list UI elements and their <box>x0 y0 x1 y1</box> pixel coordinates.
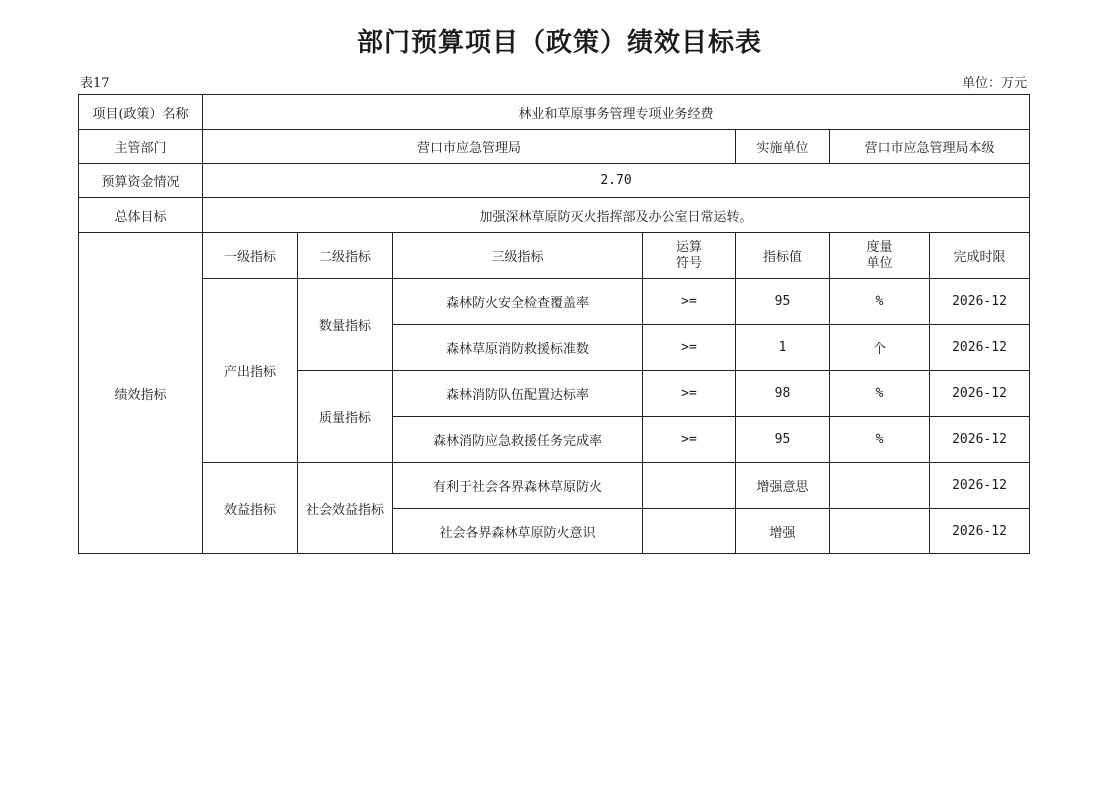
row-l3: 森林草原消防救援标准数 <box>393 325 643 371</box>
row-value: 增强 <box>736 509 830 554</box>
row-value: 98 <box>736 371 830 417</box>
row-unit: % <box>830 371 930 417</box>
group-output: 产出指标 <box>203 279 298 463</box>
budget-label: 预算资金情况 <box>79 164 203 198</box>
dept-value: 营口市应急管理局 <box>203 130 736 164</box>
row-deadline: 2026-12 <box>930 509 1030 554</box>
header-unit-line2: 单位 <box>866 255 893 271</box>
row-unit: % <box>830 279 930 325</box>
goal-value: 加强深林草原防灭火指挥部及办公室日常运转。 <box>203 198 1030 233</box>
impl-value: 营口市应急管理局本级 <box>830 130 1030 164</box>
row-deadline: 2026-12 <box>930 463 1030 509</box>
header-operator-line1: 运算 <box>675 239 702 255</box>
row-l3: 森林消防队伍配置达标率 <box>393 371 643 417</box>
row-deadline: 2026-12 <box>930 279 1030 325</box>
row-operator: >= <box>643 279 736 325</box>
row-l3: 森林防火安全检查覆盖率 <box>393 279 643 325</box>
row-value: 增强意思 <box>736 463 830 509</box>
perf-label: 绩效指标 <box>79 233 203 554</box>
impl-label: 实施单位 <box>736 130 830 164</box>
group-benefit: 效益指标 <box>203 463 298 554</box>
header-l1: 一级指标 <box>203 233 298 279</box>
dept-row <box>79 130 1030 164</box>
goal-label: 总体目标 <box>79 198 203 233</box>
table-row <box>79 279 1030 325</box>
header-operator-line2: 符号 <box>675 255 702 271</box>
row-l3: 有利于社会各界森林草原防火 <box>393 463 643 509</box>
group-social: 社会效益指标 <box>298 463 393 554</box>
row-unit: % <box>830 417 930 463</box>
project-value: 林业和草原事务管理专项业务经费 <box>203 95 1030 130</box>
row-value: 95 <box>736 279 830 325</box>
project-label: 项目(政策）名称 <box>79 95 203 130</box>
budget-row <box>79 164 1030 198</box>
table-row <box>79 463 1030 509</box>
header-operator <box>643 233 736 279</box>
row-deadline: 2026-12 <box>930 325 1030 371</box>
unit-label: 单位：万元 <box>961 76 1027 91</box>
row-operator <box>643 463 736 509</box>
row-deadline: 2026-12 <box>930 371 1030 417</box>
row-operator: >= <box>643 417 736 463</box>
performance-table <box>78 94 1030 554</box>
table-number: 表17 <box>80 76 110 91</box>
row-l3: 社会各界森林草原防火意识 <box>393 509 643 554</box>
header-unit <box>830 233 930 279</box>
row-value: 1 <box>736 325 830 371</box>
row-value: 95 <box>736 417 830 463</box>
row-l3: 森林消防应急救援任务完成率 <box>393 417 643 463</box>
header-unit-line1: 度量 <box>866 239 893 255</box>
project-row <box>79 95 1030 130</box>
row-unit: 个 <box>830 325 930 371</box>
row-operator: >= <box>643 325 736 371</box>
header-value: 指标值 <box>736 233 830 279</box>
header-l2: 二级指标 <box>298 233 393 279</box>
row-unit <box>830 463 930 509</box>
indicator-header-row <box>79 233 1030 279</box>
row-unit <box>830 509 930 554</box>
row-deadline: 2026-12 <box>930 417 1030 463</box>
dept-label: 主管部门 <box>79 130 203 164</box>
budget-value: 2.70 <box>203 164 1030 198</box>
header-deadline: 完成时限 <box>930 233 1030 279</box>
header-l3: 三级指标 <box>393 233 643 279</box>
goal-row <box>79 198 1030 233</box>
page-title: 部门预算项目（政策）绩效目标表 <box>356 28 762 58</box>
row-operator: >= <box>643 371 736 417</box>
row-operator <box>643 509 736 554</box>
group-quality: 质量指标 <box>298 371 393 463</box>
group-quantity: 数量指标 <box>298 279 393 371</box>
